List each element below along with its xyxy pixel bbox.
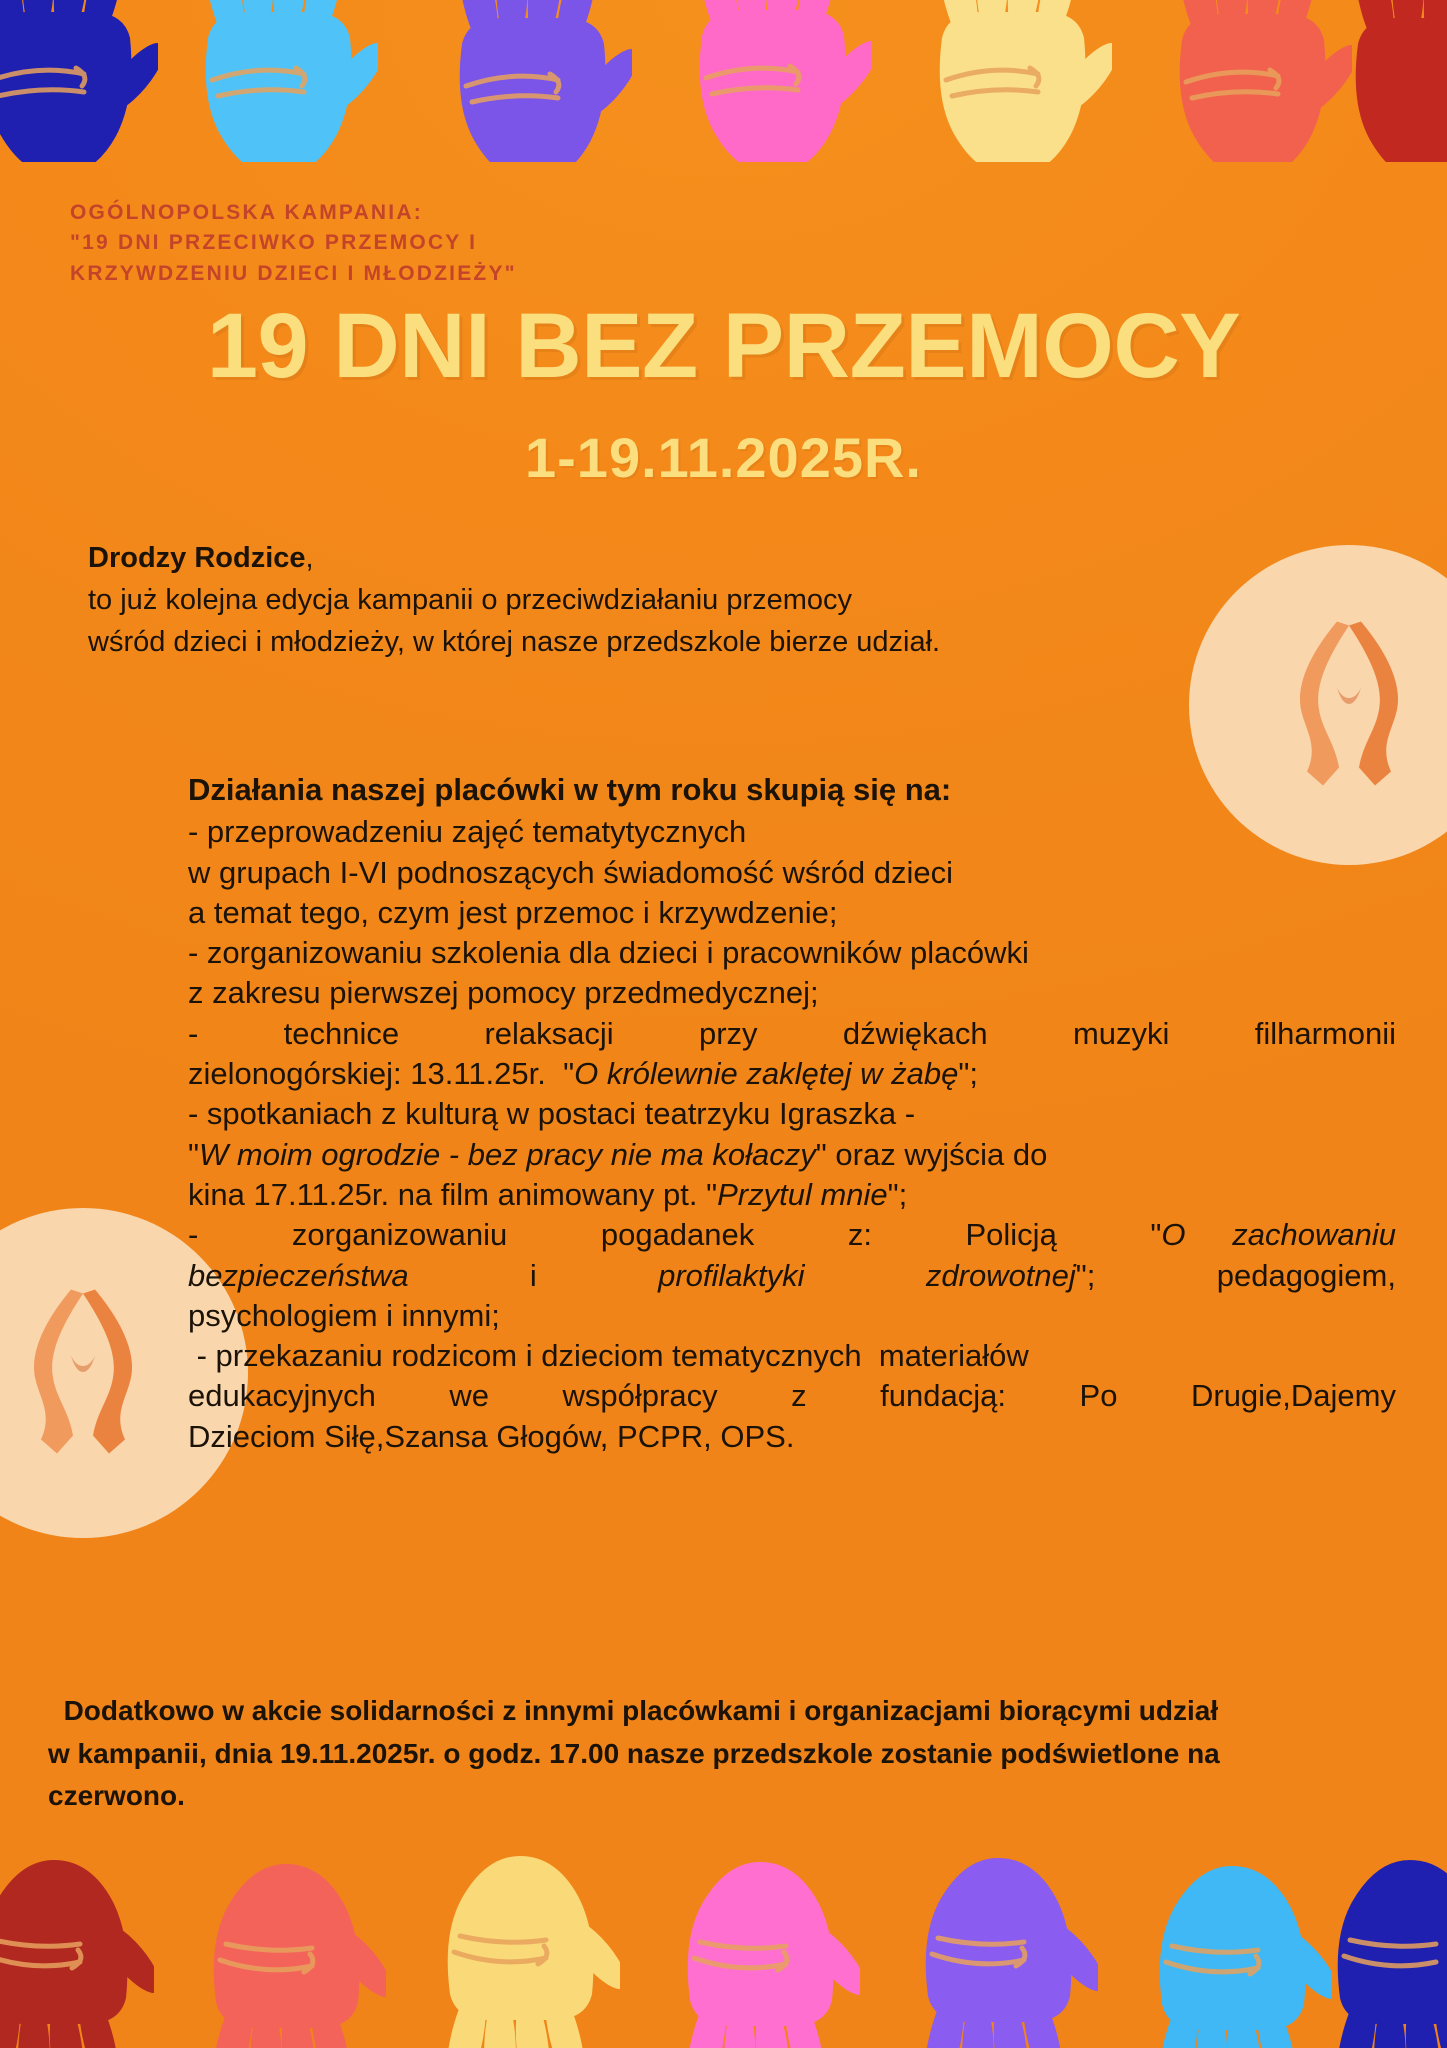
activities-block [188, 770, 1396, 1457]
activity-line: kina 17.11.25r. na film animowany pt. "Przytul mnie"; [188, 1176, 908, 1212]
film-title-przytul: Przytul mnie [717, 1176, 888, 1212]
show-title-ogrod: W moim ogrodzie - bez pracy nie ma kołaczy [199, 1136, 816, 1172]
intro-salutation-comma: , [305, 542, 314, 574]
campaign-kicker [70, 198, 790, 289]
intro-paragraph [88, 538, 1328, 663]
activity-line: z zakresu pierwszej pomocy przedmedycznej; [188, 975, 819, 1011]
talk-title-zachowanie: O zachowaniu [1161, 1217, 1396, 1253]
activity-line: Dzieciom Siłę,Szansa Głogów, PCPR, OPS. [188, 1418, 795, 1454]
solidarity-note [48, 1690, 1408, 1818]
activity-line: edukacyjnych we współpracy z fundacją: Po Drugie,Dajemy [188, 1378, 1396, 1414]
kicker-line-2: "19 DNI PRZECIWKO PRZEMOCY I [70, 231, 478, 255]
intro-salutation: Drodzy Rodzice [88, 542, 306, 574]
activity-line: - przeprowadzeniu zajęć tematytycznych [188, 814, 747, 850]
footer-line-2: w kampanii, dnia 19.11.2025r. o godz. 17.00 nasze przedszkole zostanie podświetlone na [48, 1737, 1220, 1769]
activity-line: - spotkaniach z kulturą w postaci teatrzyku Igraszka - [188, 1096, 916, 1132]
activity-line: bezpieczeństwa i profilaktyki zdrowotnej"; pedagogiem, [188, 1257, 1396, 1293]
activity-line: zielonogórskiej: 13.11.25r. "O królewnie zaklętej w żabę"; [188, 1056, 978, 1092]
activity-line: - technice relaksacji przy dźwiękach muzyki filharmonii [188, 1015, 1396, 1051]
page-title: 19 DNI BEZ PRZEMOCY [206, 295, 1241, 397]
talk-title-zdrowotnej: zdrowotnej [925, 1257, 1076, 1293]
activity-line: psychologiem i innymi; [188, 1297, 500, 1333]
activity-line: - zorganizowaniu szkolenia dla dzieci i pracowników placówki [188, 935, 1029, 971]
activities-heading: Działania naszej placówki w tym roku skupią się na: [188, 772, 952, 807]
talk-title-bezpieczenstwa: bezpieczeństwa [188, 1257, 409, 1293]
activity-line: - zorganizowaniu pogadanek z: Policją "O zachowaniu [188, 1217, 1396, 1253]
kicker-line-1: OGÓLNOPOLSKA KAMPANIA: [70, 201, 423, 224]
activity-line: "W moim ogrodzie - bez pracy nie ma kołaczy" oraz wyjścia do [188, 1136, 1048, 1172]
intro-salutation-line [88, 538, 1328, 580]
activity-line: w grupach I-VI podnoszących świadomość wśród dzieci [188, 854, 954, 890]
intro-line-2: wśród dzieci i młodzieży, w której nasze przedszkole bierze udział. [88, 625, 941, 658]
intro-line-1: to już kolejna edycja kampanii o przeciwdziałaniu przemocy [88, 583, 853, 616]
campaign-date: 1-19.11.2025R. [525, 426, 922, 489]
activity-line: a temat tego, czym jest przemoc i krzywdzenie; [188, 894, 838, 930]
show-title-krolewna: O królewnie zaklętej w żabę [574, 1056, 959, 1092]
footer-line-3: czerwono. [48, 1780, 185, 1812]
kicker-line-3: KRZYWDZENIU DZIECI I MŁODZIEŻY" [70, 261, 517, 285]
talk-title-profilaktyki: profilaktyki [658, 1257, 805, 1293]
footer-line-1: Dodatkowo w akcie solidarności z innymi placówkami i organizacjami biorącymi udział [48, 1695, 1219, 1726]
activity-line: - przekazaniu rodzicom i dzieciom tematycznych materiałów [188, 1338, 1029, 1374]
